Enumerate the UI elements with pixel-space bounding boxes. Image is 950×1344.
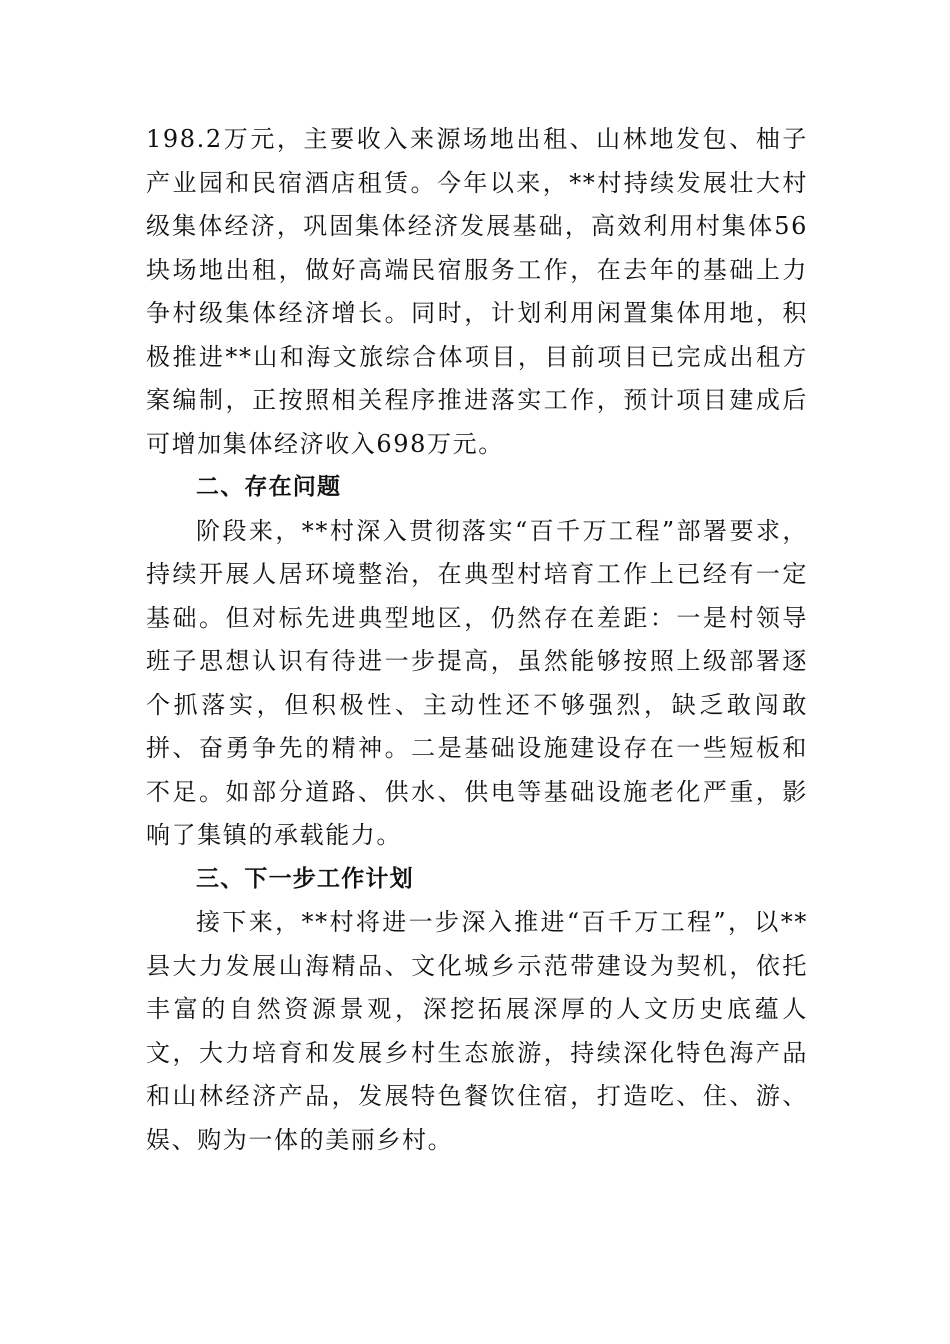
section-heading-existing-problems: 二、存在问题 [196, 474, 342, 500]
paragraph-next-steps: 接下来，**村将进一步深入推进“百千万工程”，以**县大力发展山海精品、文化城乡示范带建设为契机，依托丰富的自然资源景观，深挖拓展深厚的人文历史底蕴人文，大力培育和发展乡村生态旅游，持续深化特色海产品和山林经济产品，发展特色餐饮住宿，打造吃、住、游、娱、购为一体的美丽乡村。 [146, 908, 808, 1154]
paragraph-collective-economy: 198.2万元，主要收入来源场地出租、山林地发包、柚子产业园和民宿酒店租赁。今年以来，**村持续发展壮大村级集体经济，巩固集体经济发展基础，高效利用村集体56块场地出租，做好高端民宿服务工作，在去年的基础上力争村级集体经济增长。同时，计划利用闲置集体用地，积极推进**山和海文旅综合体项目，目前项目已完成出租方案编制，正按照相关程序推进落实工作，预计项目建成后可增加集体经济收入698万元。 [146, 125, 808, 458]
document-body [146, 118, 808, 1162]
section-heading-next-steps: 三、下一步工作计划 [196, 865, 414, 892]
paragraph-existing-problems: 阶段来，**村深入贯彻落实“百千万工程”部署要求，持续开展人居环境整治，在典型村培育工作上已经有一定基础。但对标先进典型地区，仍然存在差距：一是村领导班子思想认识有待进一步提高，虽然能够按照上级部署逐个抓落实，但积极性、主动性还不够强烈，缺乏敢闯敢拼、奋勇争先的精神。二是基础设施建设存在一些短板和不足。如部分道路、供水、供电等基础设施老化严重，影响了集镇的承载能力。 [146, 516, 808, 849]
